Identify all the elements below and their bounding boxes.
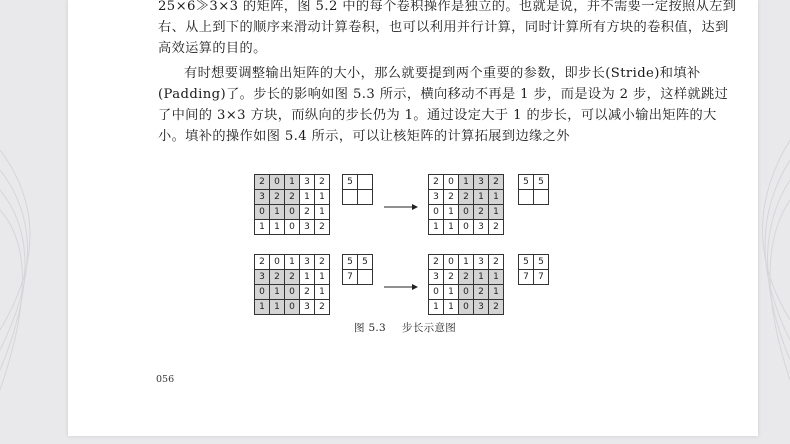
matrix-row [255, 220, 330, 235]
matrix-cell: 0 [255, 285, 270, 300]
page-number: 056 [156, 374, 175, 385]
matrix-cell: 2 [489, 175, 504, 190]
matrix-cell: 2 [444, 270, 459, 285]
input-matrix [428, 174, 504, 235]
matrix-cell: 0 [444, 255, 459, 270]
output-cell [519, 190, 534, 205]
output-cell: 5 [343, 255, 358, 270]
matrix-cell: 2 [429, 255, 444, 270]
matrix-cell: 0 [285, 220, 300, 235]
matrix-cell: 1 [285, 255, 300, 270]
matrix-cell: 1 [444, 205, 459, 220]
arrow-icon [384, 283, 418, 291]
matrix-cell: 0 [429, 285, 444, 300]
output-row [343, 255, 373, 270]
matrix-row [429, 300, 504, 315]
matrix-cell: 3 [300, 220, 315, 235]
matrix-cell: 1 [255, 220, 270, 235]
matrix-cell: 3 [474, 175, 489, 190]
paragraph-1: 25×6≫3×3 的矩阵，图 5.2 中的每个卷积操作是独立的。也就是说，并不需要一定按照从左到右、从上到下的顺序来滑动计算卷积，也可以利用并行计算，同时计算所有方块的卷积值，达到高效运算的目的。 [158, 0, 737, 56]
matrix-cell: 3 [300, 175, 315, 190]
input-matrix [428, 254, 504, 315]
matrix-cell: 1 [315, 285, 330, 300]
matrix-cell: 0 [459, 220, 474, 235]
matrix-cell: 1 [429, 220, 444, 235]
matrix-cell: 0 [459, 300, 474, 315]
matrix-cell: 2 [285, 190, 300, 205]
matrix-row [255, 300, 330, 315]
figure-row-2 [254, 254, 634, 318]
output-cell: 7 [343, 270, 358, 285]
matrix-cell: 1 [444, 220, 459, 235]
matrix-row [429, 285, 504, 300]
matrix-cell: 1 [489, 190, 504, 205]
figure-stride [254, 174, 634, 324]
matrix-cell: 0 [429, 205, 444, 220]
matrix-cell: 1 [489, 205, 504, 220]
figure-caption [354, 320, 456, 335]
paragraph-2 [158, 63, 738, 147]
matrix-cell: 1 [459, 255, 474, 270]
matrix-cell: 2 [489, 255, 504, 270]
matrix-cell: 3 [474, 220, 489, 235]
matrix-row [429, 220, 504, 235]
matrix-cell: 3 [255, 190, 270, 205]
matrix-cell: 3 [300, 255, 315, 270]
matrix-cell: 2 [459, 190, 474, 205]
matrix-cell: 2 [300, 285, 315, 300]
matrix-cell: 1 [270, 205, 285, 220]
output-row [519, 255, 549, 270]
matrix-cell: 1 [315, 190, 330, 205]
output-cell [534, 190, 549, 205]
output-cell [358, 190, 373, 205]
book-page [68, 0, 758, 436]
matrix-cell: 2 [285, 270, 300, 285]
matrix-cell: 1 [315, 205, 330, 220]
matrix-cell: 1 [270, 285, 285, 300]
matrix-cell: 1 [474, 270, 489, 285]
matrix-cell: 1 [459, 175, 474, 190]
matrix-cell: 2 [489, 220, 504, 235]
output-cell: 5 [534, 175, 549, 190]
paragraph-2-text: 有时想要调整输出矩阵的大小，那么就要提到两个重要的参数，即步长(Stride)和填补(Padding)了。步长的影响如图 5.3 所示，横向移动不再是 1 步，而是设为 2 步，这样就跳过了中间的 3×3 方块，而纵向的步长仍为 1。通过设定大于 1 的步长，可以减小输出矩阵的大小。填补的操作如图 5.4 所示，可以让核矩阵的计算拓展到边缘之外 [158, 66, 729, 144]
output-matrix [342, 174, 373, 205]
matrix-cell: 0 [285, 205, 300, 220]
output-row [519, 270, 549, 285]
matrix-cell: 2 [315, 220, 330, 235]
matrix-cell: 3 [300, 300, 315, 315]
matrix-cell: 2 [474, 285, 489, 300]
matrix-cell: 1 [489, 270, 504, 285]
output-cell [358, 175, 373, 190]
output-row [343, 190, 373, 205]
figure-row-1 [254, 174, 634, 238]
matrix-row [429, 175, 504, 190]
matrix-cell: 2 [315, 255, 330, 270]
output-cell: 5 [343, 175, 358, 190]
matrix-cell: 3 [429, 270, 444, 285]
matrix-row [429, 270, 504, 285]
matrix-cell: 2 [255, 255, 270, 270]
matrix-cell: 1 [315, 270, 330, 285]
matrix-cell: 2 [444, 190, 459, 205]
output-cell: 5 [358, 255, 373, 270]
matrix-cell: 1 [300, 190, 315, 205]
matrix-cell: 0 [285, 285, 300, 300]
matrix-cell: 2 [270, 190, 285, 205]
output-row [519, 190, 549, 205]
output-cell: 7 [519, 270, 534, 285]
matrix-row [429, 255, 504, 270]
output-cell: 5 [519, 175, 534, 190]
matrix-cell: 1 [270, 220, 285, 235]
matrix-cell: 2 [300, 205, 315, 220]
matrix-cell: 2 [459, 270, 474, 285]
matrix-cell: 1 [489, 285, 504, 300]
matrix-cell: 0 [459, 285, 474, 300]
output-cell: 7 [534, 270, 549, 285]
output-cell [358, 270, 373, 285]
matrix-cell: 1 [285, 175, 300, 190]
matrix-cell: 3 [474, 255, 489, 270]
matrix-row [255, 270, 330, 285]
matrix-cell: 1 [300, 270, 315, 285]
output-cell: 5 [534, 255, 549, 270]
input-matrix [254, 254, 330, 315]
matrix-row [255, 175, 330, 190]
matrix-cell: 3 [474, 300, 489, 315]
matrix-cell: 2 [474, 205, 489, 220]
matrix-cell: 1 [429, 300, 444, 315]
matrix-cell: 0 [270, 255, 285, 270]
output-matrix [518, 174, 549, 205]
matrix-row [429, 205, 504, 220]
matrix-cell: 3 [429, 190, 444, 205]
matrix-row [255, 205, 330, 220]
matrix-cell: 0 [459, 205, 474, 220]
matrix-row [255, 190, 330, 205]
output-cell: 5 [519, 255, 534, 270]
matrix-row [429, 190, 504, 205]
matrix-cell: 1 [444, 300, 459, 315]
matrix-cell: 2 [315, 300, 330, 315]
output-row [343, 175, 373, 190]
output-row [519, 175, 549, 190]
matrix-cell: 2 [489, 300, 504, 315]
matrix-cell: 2 [270, 270, 285, 285]
matrix-cell: 1 [270, 300, 285, 315]
matrix-cell: 0 [444, 175, 459, 190]
output-cell [343, 190, 358, 205]
matrix-cell: 3 [255, 270, 270, 285]
matrix-cell: 1 [474, 190, 489, 205]
matrix-row [255, 285, 330, 300]
matrix-cell: 1 [255, 300, 270, 315]
matrix-cell: 2 [429, 175, 444, 190]
arrow-icon [384, 203, 418, 211]
matrix-cell: 2 [315, 175, 330, 190]
caption-number: 图 5.3 [354, 322, 387, 334]
input-matrix [254, 174, 330, 235]
matrix-cell: 0 [270, 175, 285, 190]
output-row [343, 270, 373, 285]
matrix-cell: 1 [444, 285, 459, 300]
output-matrix [342, 254, 373, 285]
matrix-row [255, 255, 330, 270]
caption-title: 步长示意图 [402, 322, 457, 334]
matrix-cell: 0 [285, 300, 300, 315]
matrix-cell: 0 [255, 205, 270, 220]
output-matrix [518, 254, 549, 285]
matrix-cell: 2 [255, 175, 270, 190]
